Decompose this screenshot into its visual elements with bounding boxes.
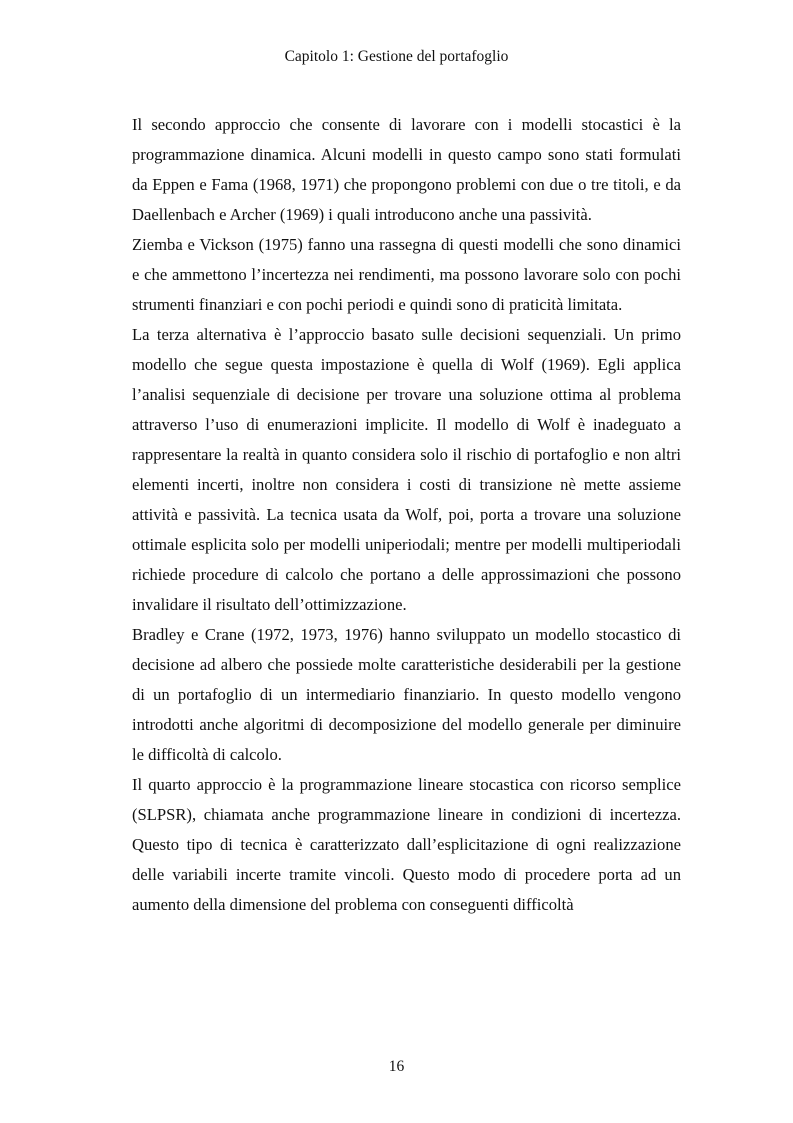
paragraph-sequential-decisions: La terza alternativa è l’approccio basato sulle decisioni sequenziali. Un primo modello che segue questa impostazione è quella di Wolf (1969). Egli applica l’analisi sequenziale di decisione per trovare una soluzione ottima al problema attraverso l’uso di enumerazioni implicite. Il modello di Wolf è inadeguato a rappresentare la realtà in quanto considera solo il rischio di portafoglio e non altri elementi incerti, inoltre non considera i costi di transizione nè mette assieme attività e passività. La tecnica usata da Wolf, poi, porta a trovare una soluzione ottimale esplicita solo per modelli uniperiodali; mentre per modelli multiperiodali richiede procedure di calcolo che portano a delle approssimazioni che possono invalidare il risultato dell’ottimizzazione.: [132, 325, 681, 614]
paragraph-dynamic-programming: Il secondo approccio che consente di lavorare con i modelli stocastici è la programmazione dinamica. Alcuni modelli in questo campo sono stati formulati da Eppen e Fama (1968, 1971) che propongono problemi con due o tre titoli, e da Daellenbach e Archer (1969) i quali introducono anche una passività.: [132, 115, 681, 224]
paragraph-slpsr: Il quarto approccio è la programmazione lineare stocastica con ricorso semplice (SLPSR), chiamata anche programmazione lineare in condizioni di incertezza. Questo tipo di tecnica è caratterizzato dall’esplicitazione di ogni realizzazione delle variabili incerte tramite vincoli. Questo modo di procedere porta ad un aumento della dimensione del problema con conseguenti difficoltà: [132, 775, 681, 914]
paragraph-bradley-crane: Bradley e Crane (1972, 1973, 1976) hanno sviluppato un modello stocastico di decisione ad albero che possiede molte caratteristiche desiderabili per la gestione di un portafoglio di un intermediario finanziario. In questo modello vengono introdotti anche algoritmi di decomposizione del modello generale per diminuire le difficoltà di calcolo.: [132, 625, 681, 764]
paragraph-ziemba-vickson: Ziemba e Vickson (1975) fanno una rassegna di questi modelli che sono dinamici e che ammettono l’incertezza nei rendimenti, ma possono lavorare solo con pochi strumenti finanziari e con pochi periodi e quindi sono di praticità limitata.: [132, 235, 681, 314]
body-text: [132, 110, 681, 920]
running-header: Capitolo 1: Gestione del portafoglio: [284, 48, 509, 65]
page-number: 16: [388, 1058, 405, 1075]
